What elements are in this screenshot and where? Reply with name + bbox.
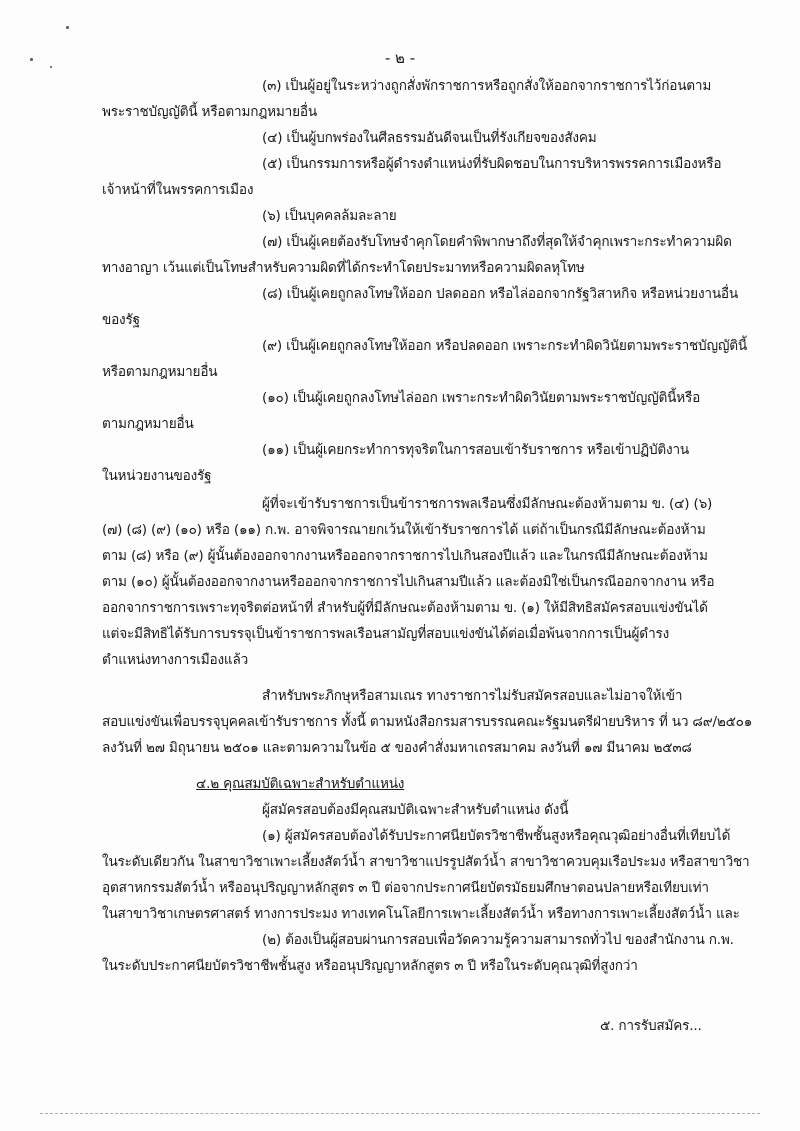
text-line: ผู้ที่จะเข้ารับราชการเป็นข้าราชการพลเรือนซึ่งมีลักษณะต้องห้ามตาม ข. (๔) (๖)	[262, 496, 713, 512]
text-line: พระราชบัญญัตินี้ หรือตามกฎหมายอื่น	[102, 104, 317, 120]
scan-edge-line	[40, 1113, 760, 1114]
text-line: (๙) เป็นผู้เคยถูกลงโทษให้ออก หรือปลดออก เพราะกระทำผิดวินัยตามพระราชบัญญัตินี้	[262, 338, 747, 354]
text-line: (๓) เป็นผู้อยู่ในระหว่างถูกสั่งพักราชการหรือถูกสั่งให้ออกจากราชการไว้ก่อนตาม	[262, 78, 712, 94]
text-line: เจ้าหน้าที่ในพรรคการเมือง	[102, 182, 254, 198]
text-line: ในหน่วยงานของรัฐ	[102, 468, 212, 484]
text-line: ทางอาญา เว้นแต่เป็นโทษสำหรับความผิดที่ได้กระทำโดยประมาทหรือความผิดลหุโทษ	[102, 260, 585, 276]
scan-speck	[30, 58, 33, 61]
text-line: (๑๐) เป็นผู้เคยถูกลงโทษไล่ออก เพราะกระทำผิดวินัยตามพระราชบัญญัตินี้หรือ	[262, 390, 701, 406]
section-heading: ๔.๒ คุณสมบัติเฉพาะสำหรับตำแหน่ง	[196, 776, 405, 792]
text-line: สำหรับพระภิกษุหรือสามเณร ทางราชการไม่รับสมัครสอบและไม่อาจให้เข้า	[262, 688, 683, 704]
text-line: (๑๑) เป็นผู้เคยกระทำการทุจริตในการสอบเข้ารับราชการ หรือเข้าปฏิบัติงาน	[262, 442, 689, 458]
text-line: แต่จะมีสิทธิได้รับการบรรจุเป็นข้าราชการพลเรือนสามัญที่สอบแข่งขันได้ต่อเมื่อพ้นจากการเป็นผู้ดำรง	[102, 626, 670, 642]
text-line: หรือตามกฎหมายอื่น	[102, 364, 218, 380]
text-line: ลงวันที่ ๒๗ มิถุนายน ๒๕๐๑ และตามความในข้อ ๕ ของคำสั่งมหาเถรสมาคม ลงวันที่ ๑๗ มีนาคม ๒๕๓๘	[102, 740, 692, 756]
text-line: ออกจากราชการเพราะทุจริตต่อหน้าที่ สำหรับผู้ที่มีลักษณะต้องห้ามตาม ข. (๑) ให้มีสิทธิสมัครสอบแข่งขันได้	[102, 600, 708, 616]
text-line: (๒) ต้องเป็นผู้สอบผ่านการสอบเพื่อวัดความรู้ความสามารถทั่วไป ของสำนักงาน ก.พ.	[262, 932, 734, 948]
text-line: ตาม (๑๐) ผู้นั้นต้องออกจากงานหรือออกจากราชการไปเกินสามปีแล้ว และต้องมิใช่เป็นกรณีออกจากงาน หรือ	[102, 574, 715, 590]
text-line: ตำแหน่งทางการเมืองแล้ว	[102, 652, 249, 668]
text-line: (๖) เป็นบุคคลล้มละลาย	[262, 208, 397, 224]
text-line: (๘) เป็นผู้เคยถูกลงโทษให้ออก ปลดออก หรือไล่ออกจากรัฐวิสาหกิจ หรือหน่วยงานอื่น	[262, 286, 738, 302]
text-line: (๔) เป็นผู้บกพร่องในศีลธรรมอันดีจนเป็นที่รังเกียจของสังคม	[262, 130, 597, 146]
text-line: (๑) ผู้สมัครสอบต้องได้รับประกาศนียบัตรวิชาชีพชั้นสูงหรือคุณวุฒิอย่างอื่นที่เทียบได้	[262, 828, 731, 844]
continuation-note: ๕. การรับสมัคร...	[600, 1018, 702, 1034]
text-line: สอบแข่งขันเพื่อบรรจุบุคคลเข้ารับราชการ ทั้งนี้ ตามหนังสือกรมสารบรรณคณะรัฐมนตรีฝ่ายบริหาร ที่ นว ๘๙/๒๕๐๑	[102, 714, 753, 730]
text-line: ในสาขาวิชาเกษตรศาสตร์ ทางการประมง ทางเทคโนโลยีการเพาะเลี้ยงสัตว์น้ำ หรือทางการเพาะเลี้ยงสัตว์น้ำ และ	[102, 906, 740, 922]
text-line: ผู้สมัครสอบต้องมีคุณสมบัติเฉพาะสำหรับตำแหน่ง ดังนี้	[262, 802, 569, 818]
text-line: ในระดับเดียวกัน ในสาขาวิชาเพาะเลี้ยงสัตว์น้ำ สาขาวิชาแปรรูปสัตว์น้ำ สาขาวิชาควบคุมเรือประมง หรือสาขาวิชา	[102, 854, 750, 870]
scan-speck	[50, 66, 52, 68]
text-line: ตามกฎหมายอื่น	[102, 416, 194, 432]
text-line: ตาม (๘) หรือ (๙) ผู้นั้นต้องออกจากงานหรือออกจากราชการไปเกินสองปีแล้ว และในกรณีมีลักษณะต้องห้าม	[102, 548, 708, 564]
scan-speck	[66, 26, 69, 29]
text-line: ในระดับประกาศนียบัตรวิชาชีพชั้นสูง หรืออนุปริญญาหลักสูตร ๓ ปี หรือในระดับคุณวุฒิที่สูงกว่า	[102, 958, 638, 974]
page-number: - ๒ -	[384, 49, 416, 67]
text-line: อุตสาหกรรมสัตว์น้ำ หรืออนุปริญญาหลักสูตร ๓ ปี ต่อจากประกาศนียบัตรมัธยมศึกษาตอนปลายหรือเทียบเท่า	[102, 880, 709, 896]
text-line: (๗) เป็นผู้เคยต้องรับโทษจำคุกโดยคำพิพากษาถึงที่สุดให้จำคุกเพราะกระทำความผิด	[262, 234, 732, 250]
text-line: (๗) (๘) (๙) (๑๐) หรือ (๑๑) ก.พ. อาจพิจารณายกเว้นให้เข้ารับราชการได้ แต่ถ้าเป็นกรณีมีลักษณะต้องห้าม	[102, 522, 706, 538]
text-line: ของรัฐ	[102, 312, 140, 328]
text-line: (๕) เป็นกรรมการหรือผู้ดำรงตำแหน่งที่รับผิดชอบในการบริหารพรรคการเมืองหรือ	[262, 156, 722, 172]
